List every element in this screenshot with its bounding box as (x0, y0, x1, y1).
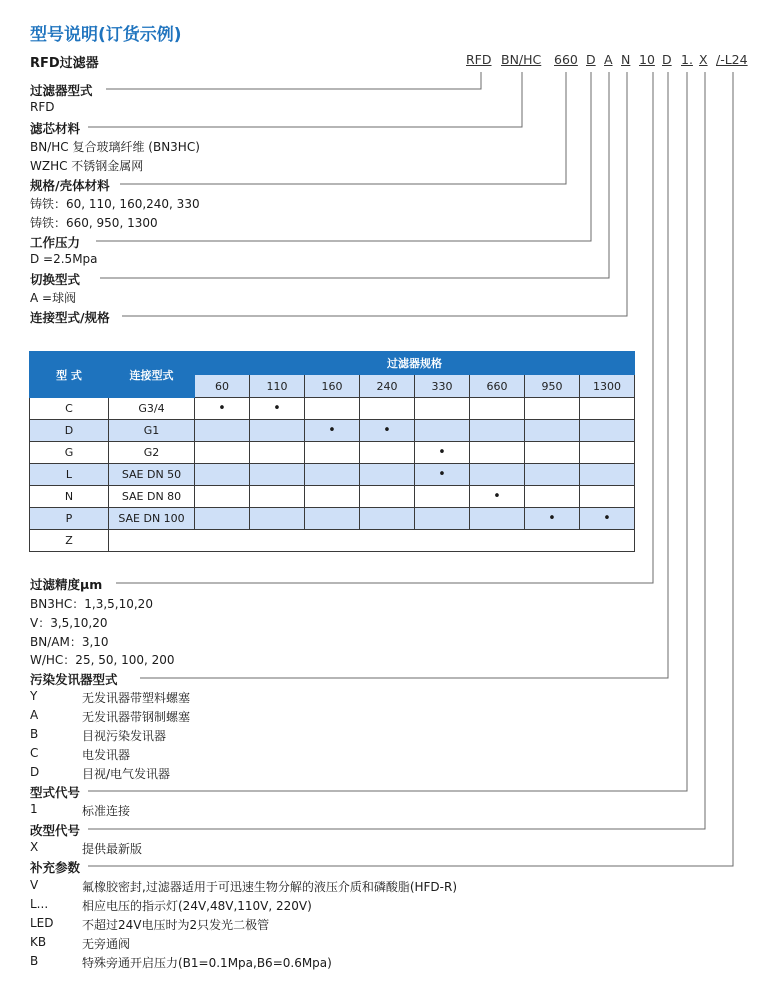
table-row (30, 464, 635, 486)
mod-code-desc: 提供最新版 (82, 842, 143, 856)
indicator-desc: 目视污染发讯器 (82, 729, 167, 743)
type-code-desc: 标准连接 (82, 804, 131, 818)
indicator-key: A (30, 708, 39, 722)
heading-size-housing: 规格/壳体材料 (30, 178, 110, 193)
supplement-key: L... (30, 897, 49, 911)
precision-value-4: W/HC：25, 50, 100, 200 (30, 653, 175, 667)
cell-connection: G3/4 (109, 398, 195, 420)
cell-size-mark (360, 464, 415, 486)
cell-size-mark (360, 508, 415, 530)
cell-size-mark (525, 398, 580, 420)
size-header: 110 (250, 375, 305, 398)
cell-type: D (30, 420, 109, 442)
cell-size-mark (580, 442, 635, 464)
code-supplement: /-L24 (716, 52, 748, 67)
cell-size-mark (250, 442, 305, 464)
col-header-filter-size: 过滤器规格 (195, 352, 635, 375)
table-row (30, 508, 635, 530)
cell-size-mark (360, 420, 415, 442)
availability-dot: • (493, 489, 501, 504)
supplement-desc: 不超过24V电压时为2只发光二极管 (82, 918, 270, 932)
cell-size-mark (415, 464, 470, 486)
cell-size-mark (360, 442, 415, 464)
cell-size-mark (305, 486, 360, 508)
code-precision: 10 (639, 52, 655, 67)
indicator-key: Y (30, 689, 38, 703)
supplement-key: LED (30, 916, 54, 930)
cell-size-mark (195, 464, 250, 486)
code-pressure: D (586, 52, 596, 67)
heading-connection-type: 连接型式/规格 (30, 310, 110, 325)
cell-size-mark (580, 508, 635, 530)
cell-type: P (30, 508, 109, 530)
cell-size-mark (525, 508, 580, 530)
heading-precision: 过滤精度μm (30, 577, 103, 592)
cell-connection: G1 (109, 420, 195, 442)
cell-empty (109, 530, 635, 552)
cell-size-mark (305, 442, 360, 464)
indicator-key: D (30, 765, 40, 779)
cell-size-mark (580, 486, 635, 508)
supplement-desc: 特殊旁通开启压力(B1=0.1Mpa,B6=0.6Mpa) (82, 956, 332, 970)
size-header: 330 (415, 375, 470, 398)
cell-size-mark (415, 442, 470, 464)
cell-connection: SAE DN 100 (109, 508, 195, 530)
heading-type-code: 型式代号 (30, 785, 81, 800)
code-indicator: D (662, 52, 672, 67)
cell-type: Z (30, 530, 109, 552)
working-pressure-value: D =2.5Mpa (30, 252, 98, 266)
cell-size-mark (195, 398, 250, 420)
filter-type-value: RFD (30, 100, 55, 114)
availability-dot: • (218, 401, 226, 416)
leader-rfd (106, 72, 481, 89)
code-connection: N (621, 52, 631, 67)
size-header: 950 (525, 375, 580, 398)
mod-code-key: X (30, 840, 39, 854)
cell-size-mark (470, 508, 525, 530)
heading-supplement: 补充参数 (30, 860, 81, 875)
cell-size-mark (470, 464, 525, 486)
availability-dot: • (603, 511, 611, 526)
supplement-desc: 无旁通阀 (82, 937, 131, 951)
cell-size-mark (415, 486, 470, 508)
cell-size-mark (305, 398, 360, 420)
cell-size-mark (195, 508, 250, 530)
indicator-key: B (30, 727, 39, 741)
cell-type: C (30, 398, 109, 420)
heading-working-pressure: 工作压力 (30, 235, 81, 250)
heading-indicator-type: 污染发讯器型式 (30, 672, 118, 687)
cell-size-mark (580, 420, 635, 442)
precision-value-1: BN3HC：1,3,5,10,20 (30, 597, 153, 611)
cell-connection: SAE DN 80 (109, 486, 195, 508)
code-material: BN/HC (501, 52, 542, 67)
cell-size-mark (195, 486, 250, 508)
switch-type-value: A =球阀 (30, 291, 77, 305)
code-modification: X (699, 52, 708, 67)
cell-size-mark (250, 420, 305, 442)
cell-size-mark (250, 464, 305, 486)
size-housing-value-2: 铸铁：660, 950, 1300 (30, 216, 158, 230)
heading-element-material: 滤芯材料 (30, 121, 81, 136)
availability-dot: • (548, 511, 556, 526)
availability-dot: • (383, 423, 391, 438)
indicator-desc: 目视/电气发讯器 (82, 767, 171, 781)
cell-type: G (30, 442, 109, 464)
element-material-value-1: BN/HC 复合玻璃纤维 (BN3HC) (30, 140, 200, 154)
cell-size-mark (580, 464, 635, 486)
cell-size-mark (525, 420, 580, 442)
code-rfd: RFD (466, 52, 492, 67)
col-header-type: 型 式 (30, 352, 109, 398)
code-type: 1. (681, 52, 693, 67)
heading-switch-type: 切换型式 (30, 272, 81, 287)
heading-modification-code: 改型代号 (30, 823, 81, 838)
size-header: 660 (470, 375, 525, 398)
cell-size-mark (305, 464, 360, 486)
cell-size-mark (250, 486, 305, 508)
cell-size-mark (580, 398, 635, 420)
indicator-desc: 无发讯器带塑料螺塞 (82, 691, 191, 705)
indicator-key: C (30, 746, 39, 760)
cell-size-mark (415, 420, 470, 442)
heading-filter-type: 过滤器型式 (30, 83, 93, 98)
cell-size-mark (250, 508, 305, 530)
cell-size-mark (525, 486, 580, 508)
table-row (30, 420, 635, 442)
size-header: 1300 (580, 375, 635, 398)
cell-size-mark (525, 442, 580, 464)
cell-size-mark (195, 420, 250, 442)
table-row (30, 486, 635, 508)
leader-material (88, 72, 522, 127)
cell-size-mark (360, 486, 415, 508)
table-row (30, 398, 635, 420)
cell-size-mark (470, 486, 525, 508)
cell-type: L (30, 464, 109, 486)
cell-size-mark (470, 420, 525, 442)
size-header: 240 (360, 375, 415, 398)
availability-dot: • (438, 445, 446, 460)
col-header-connection: 连接型式 (109, 352, 195, 398)
cell-size-mark (415, 508, 470, 530)
table-row (30, 442, 635, 464)
cell-size-mark (195, 442, 250, 464)
connection-spec-table (29, 351, 635, 552)
leader-connection (122, 72, 627, 316)
code-size: 660 (554, 52, 578, 67)
element-material-value-2: WZHC 不锈钢金属网 (30, 159, 144, 173)
indicator-desc: 电发讯器 (82, 748, 131, 762)
cell-size-mark (470, 398, 525, 420)
supplement-key: B (30, 954, 39, 968)
precision-value-3: BN/AM：3,10 (30, 635, 109, 649)
cell-connection: SAE DN 50 (109, 464, 195, 486)
cell-size-mark (305, 508, 360, 530)
size-header: 160 (305, 375, 360, 398)
code-switch: A (604, 52, 613, 67)
availability-dot: • (328, 423, 336, 438)
model-name: RFD过滤器 (30, 56, 99, 71)
cell-size-mark (250, 398, 305, 420)
cell-size-mark (470, 442, 525, 464)
cell-connection: G2 (109, 442, 195, 464)
indicator-desc: 无发讯器带钢制螺塞 (82, 710, 191, 724)
cell-size-mark (360, 398, 415, 420)
page-title: 型号说明(订货示例) (30, 25, 182, 45)
table-row (30, 530, 635, 552)
leader-switch (100, 72, 609, 278)
availability-dot: • (438, 467, 446, 482)
cell-type: N (30, 486, 109, 508)
cell-size-mark (305, 420, 360, 442)
supplement-desc: 相应电压的指示灯(24V,48V,110V, 220V) (82, 899, 312, 913)
leader-pressure (96, 72, 591, 241)
cell-size-mark (415, 398, 470, 420)
supplement-key: KB (30, 935, 47, 949)
supplement-key: V (30, 878, 39, 892)
cell-size-mark (525, 464, 580, 486)
size-housing-value-1: 铸铁：60, 110, 160,240, 330 (30, 197, 200, 211)
precision-value-2: V：3,5,10,20 (30, 616, 108, 630)
supplement-desc: 氟橡胶密封,过滤器适用于可迅速生物分解的液压介质和磷酸脂(HFD-R) (82, 880, 458, 894)
type-code-key: 1 (30, 802, 38, 816)
availability-dot: • (273, 401, 281, 416)
size-header: 60 (195, 375, 250, 398)
